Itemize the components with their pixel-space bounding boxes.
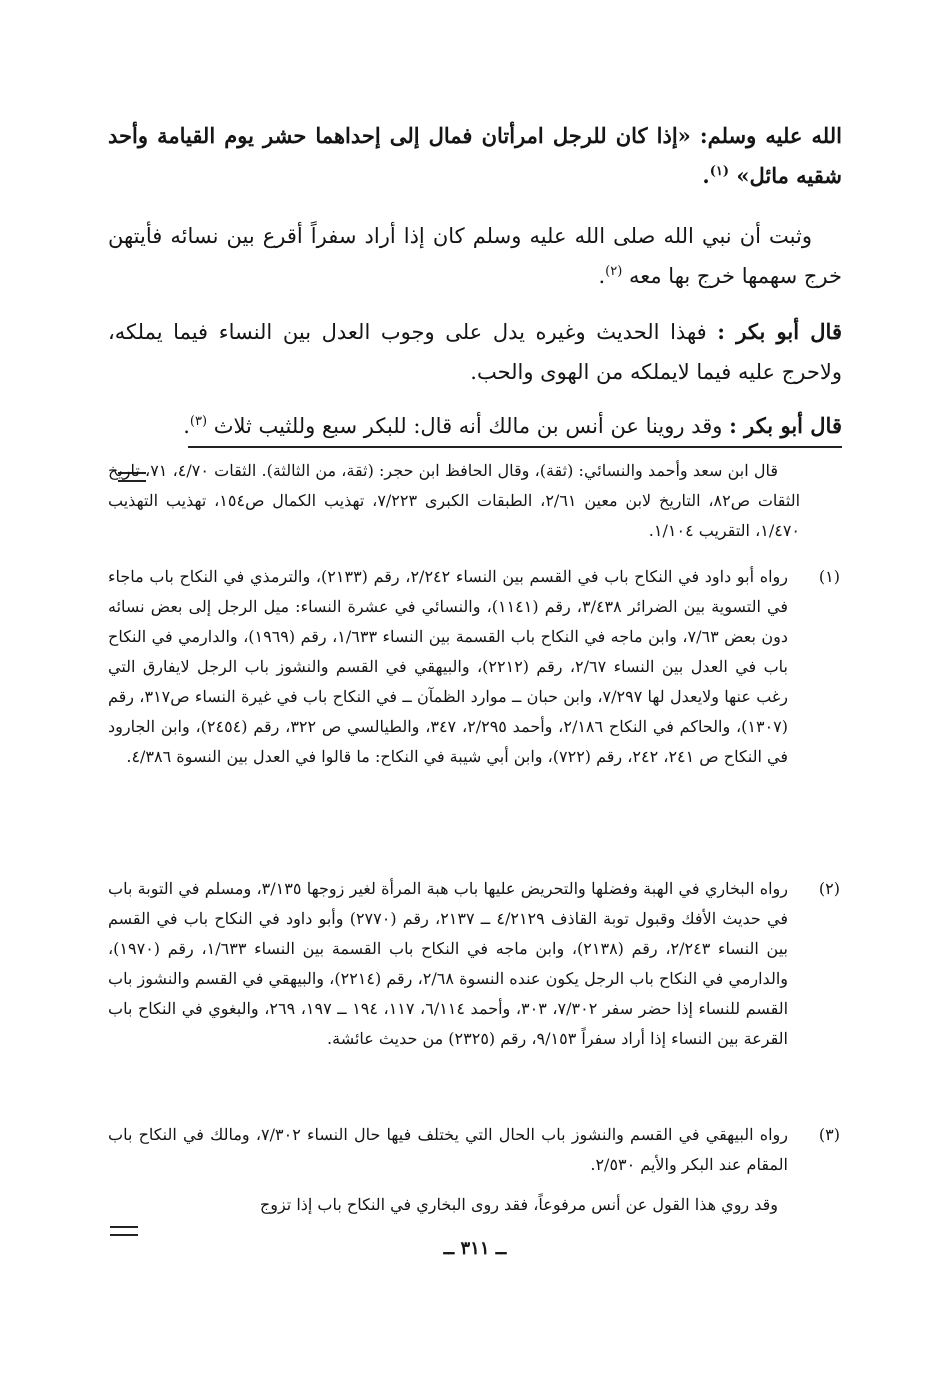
footnote-2 [108,874,840,1054]
anas-text: وقد روينا عن أنس بن مالك أنه قال: للبكر سبع وللثيب ثلاث [213,414,723,438]
footnote-number: (٣) [818,1125,840,1144]
footnote-ref-2: (٢) [605,264,623,279]
footnote-text: رواه أبو داود في النكاح باب في القسم بين النساء ٢/٢٤٢، رقم (٢١٣٣)، والترمذي في النكاح باب ماجاء في التسوية بين الضرائر ٣/٤٣٨، رقم (١١٤١)، والنسائي في عشرة النساء: ميل الرجل إلى بعض نسائه دون بعض ٧/٦٣، وابن ماجه في النكاح باب القسمة بين النساء ١/٦٣٣، رقم (١٩٦٩)، والدارمي في النكاح باب في العدل بين النساء ٢/٦٧، رقم (٢٢١٢)، والبيهقي في القسم والنشوز باب الرجل لايفارق التي رغب عنها ولايعدل لها ٧/٢٩٧، وابن حبان ــ موارد الظمآن ــ في النكاح باب في غيرة النساء ص٣١٧، رقم (١٣٠٧)، والحاكم في النكاح ٢/١٨٦، وأحمد ٢/٢٩٥، ٣٤٧، والطيالسي ص ٣٢٢، رقم (٢٤٥٤)، وابن الجارود في النكاح ص ٢٤١، ٢٤٢، رقم (٧٢٢)، وابن أبي شيبة في النكاح: ما قالوا في العدل بين النسوة ٤/٣٨٦. [108,567,789,766]
page-number: ــ ٣١١ ــ [443,1238,507,1259]
paragraph-abu-bakr-2: قال أبو بكر : وقد روينا عن أنس بن مالك أنه قال: للبكر سبع وللثيب ثلاث $^{(٣)}$. [183,413,842,438]
speaker-label: قال أبو بكر : [729,413,842,438]
paragraph-lottery: وثبت أن نبي الله صلى الله عليه وسلم كان إذا أراد سفراً أقرع بين نسائه فأيتهن خرج سهمها خرج بها معه $^{(٢)}$. [108,224,842,288]
footnote-number: (١) [818,567,840,586]
footnote-number: (٢) [818,879,840,898]
footnote-ref-3: (٣) [189,414,208,429]
footnote-ref-1: (١) [709,164,730,179]
footnote-continued: قال ابن سعد وأحمد والنسائي: (ثقة)، وقال الحافظ ابن حجر: (ثقة، من الثالثة). الثقات ٤/٧٠، ٧١، تاريخ الثقات ص٨٢، التاريخ لابن معين ٢/٦١، الطبقات الكبرى ٧/٢٢٣، تهذيب الكمال ص١٥٤، تهذيب التهذيب ١/٤٧٠، التقريب ١/١٠٤. [108,461,801,540]
footnote-separator [188,446,842,448]
paragraph-abu-bakr-1 [108,312,842,392]
speaker-label: قال أبو بكر : [717,319,842,344]
footnote-1 [108,562,840,772]
continuation-mark-bottom [110,1226,138,1236]
hadith-text: الله عليه وسلم: «إذا كان للرجل امرأتان فمال إلى إحداهما حشر يوم القيامة وأحد شقيه مائل» [108,123,842,188]
lottery-text: وثبت أن نبي الله صلى الله عليه وسلم كان إذا أراد سفراً أقرع بين نسائه فأيتهن خرج سهمها خرج بها معه [108,224,842,288]
footnote-text: رواه البيهقي في القسم والنشوز باب الحال التي يختلف فيها حال النساء ٧/٣٠٢، ومالك في النكاح باب المقام عند البكر والأيم ٢/٥٣٠. [108,1125,788,1174]
footnote-text: رواه البخاري في الهبة وفضلها والتحريض عليها باب هبة المرأة لغير زوجها ٣/١٣٥، ومسلم في التوبة باب في حديث الأفك وقبول توبة القاذف ٤/٢١٢٩ ــ ٢١٣٧، رقم (٢٧٧٠) وأبو داود في النكاح باب في القسم بين النساء ٢/٢٤٣، رقم (٢١٣٨)، وابن ماجه في النكاح باب القسمة بين النساء ١/٦٣٣، رقم (١٩٧٠)، والدارمي في النكاح باب الرجل يكون عنده النسوة ٢/٦٨، رقم (٢٢١٤)، والبيهقي في القسم والنشوز باب القسم للنساء إذا حضر سفر ٧/٣٠٢، ٣٠٣، وأحمد ٦/١١٤، ١١٧، ١٩٤ ــ ١٩٧، ٢٦٩، والبغوي في النكاح باب القرعة بين النساء إذا أراد سفراً ٩/١٥٣، رقم (٢٣٢٥) من حديث عائشة. [108,879,789,1048]
paragraph-hadith: الله عليه وسلم: «إذا كان للرجل امرأتان فمال إلى إحداهما حشر يوم القيامة وأحد شقيه مائل» $^{(١)}$. [108,123,842,188]
footnote-3 [108,1120,840,1180]
footnote-trailing: وقد روي هذا القول عن أنس مرفوعاً، فقد روى البخاري في النكاح باب إذا تزوج [259,1195,778,1214]
justice-text: فهذا الحديث وغيره يدل على وجوب العدل بين النساء فيما يملكه، ولاحرج عليه فيما لايملكه من الهوى والحب. [108,320,842,384]
